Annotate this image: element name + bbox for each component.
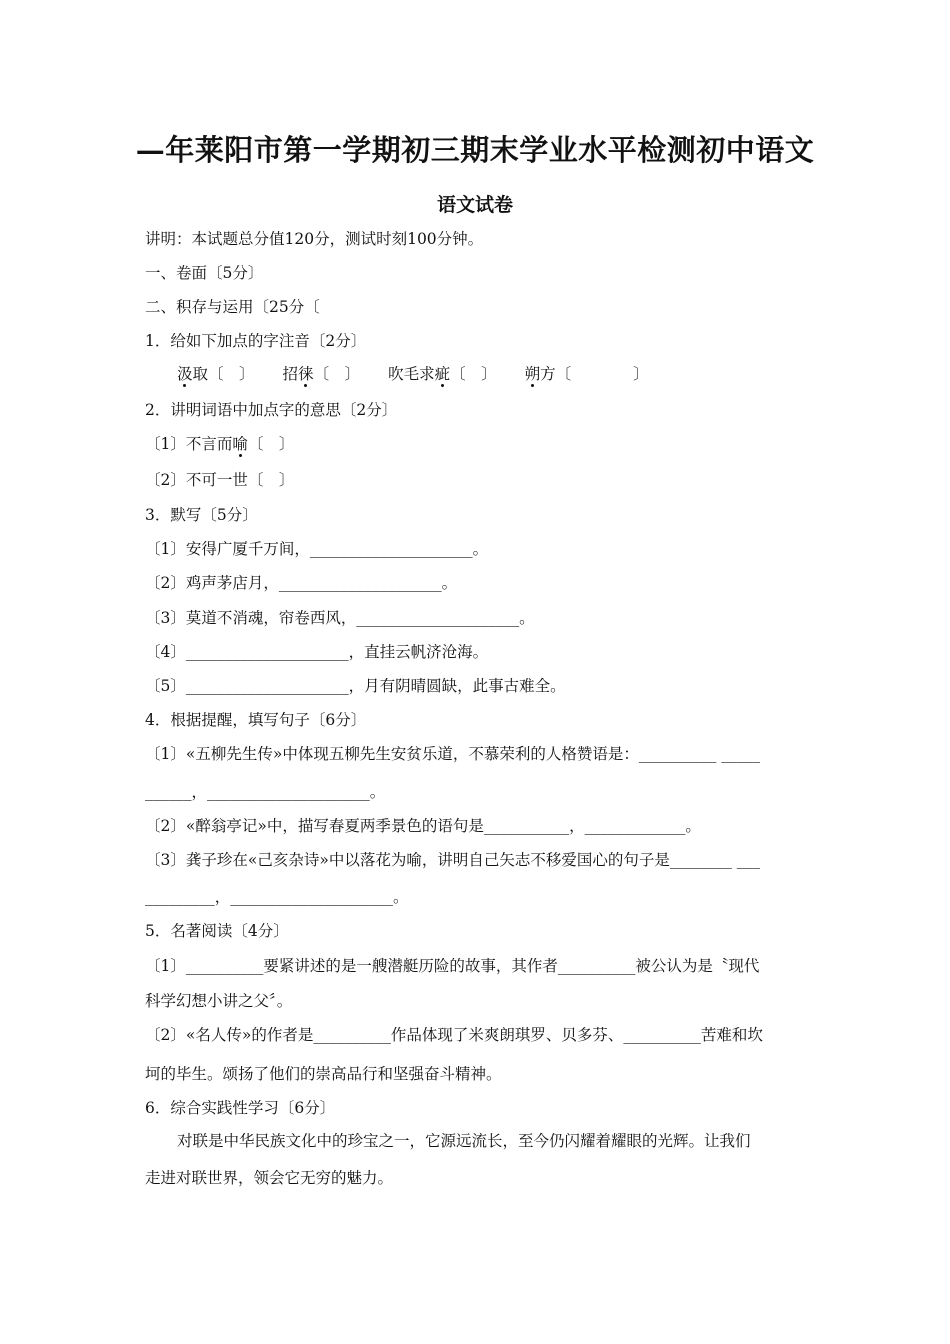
- question-heading: 3．默写〔5分〕: [145, 506, 258, 524]
- exam-subtitle: 语文试卷: [436, 194, 513, 216]
- question-heading: 1．给如下加点的字注音〔2分〕: [145, 332, 367, 350]
- dotted-character: 徕: [298, 365, 314, 383]
- fill-in-line: ______，_____________________。: [145, 783, 386, 801]
- meaning-item: 〔1〕不言而喻〔 〕: [145, 435, 295, 453]
- dotted-character: 汲: [177, 365, 193, 383]
- paragraph-line: 走进对联世界，领会它无穷的魅力。: [145, 1169, 394, 1187]
- dotted-character: 喻: [232, 435, 248, 453]
- dotted-character: 疵: [434, 365, 451, 383]
- pinyin-item: 吹毛求疵〔 〕: [388, 365, 497, 383]
- fill-in-line: 〔5〕_____________________，月有阴晴圆缺，此事古难全。: [145, 677, 566, 695]
- fill-in-line: 科学幻想小讲之父〞。: [145, 992, 293, 1010]
- instructions-line: 讲明：本试题总分值120分，测试时刻100分钟。: [145, 230, 484, 248]
- section-heading: 二、积存与运用〔25分〔: [145, 298, 320, 316]
- meaning-item: 〔2〕不可一世〔 〕: [145, 471, 295, 489]
- fill-in-line: 〔2〕«醉翁亭记»中，描写春夏两季景色的语句是___________，_____________。: [145, 817, 701, 835]
- question-heading: 5．名著阅读〔4分〕: [145, 922, 289, 940]
- pinyin-items-line: [177, 363, 649, 385]
- fill-in-line: 〔2〕鸡声茅店月，_____________________。: [145, 574, 458, 592]
- fill-in-line: 〔4〕_____________________，直挂云帆济沧海。: [145, 643, 489, 661]
- fill-in-line: 坷的毕生。颂扬了他们的崇高品行和坚强奋斗精神。: [145, 1065, 502, 1083]
- fill-in-line: 〔1〕安得广厦千万间，_____________________。: [145, 540, 489, 558]
- fill-in-line: 〔1〕__________要紧讲述的是一艘潜艇历险的故事，其作者__________被公认为是〝现代: [145, 957, 760, 975]
- fill-in-line: 〔1〕«五柳先生传»中体现五柳先生安贫乐道，不慕荣利的人格赞语是：__________ _____: [145, 745, 761, 763]
- fill-in-line: _________，_____________________。: [145, 888, 409, 906]
- dotted-character: 朔: [524, 365, 541, 383]
- question-heading: 6．综合实践性学习〔6分〕: [145, 1099, 336, 1117]
- section-heading: 一、卷面〔5分〕: [145, 264, 264, 282]
- question-heading: 2．讲明词语中加点字的意思〔2分〕: [145, 401, 398, 419]
- fill-in-line: 〔2〕«名人传»的作者是__________作品体现了米爽朗琪罗、贝多芬、__________苦难和坎: [145, 1026, 763, 1044]
- fill-in-line: 〔3〕莫道不消魂，帘卷西风，_____________________。: [145, 609, 535, 627]
- question-heading: 4．根据提醒，填写句子〔6分〕: [145, 711, 367, 729]
- paragraph-line: 对联是中华民族文化中的珍宝之一，它源远流长，至今仍闪耀着耀眼的光辉。让我们: [177, 1132, 751, 1150]
- pinyin-item: 朔方〔 〕: [524, 365, 649, 383]
- pinyin-item: 招徕〔 〕: [282, 365, 361, 383]
- exam-title: —年莱阳市第一学期初三期末学业水平检测初中语文: [135, 133, 815, 167]
- pinyin-item: 汲取〔 〕: [177, 365, 255, 383]
- fill-in-line: 〔3〕龚子珍在«己亥杂诗»中以落花为喻，讲明自己矢志不移爱国心的句子是________ ___: [145, 851, 761, 869]
